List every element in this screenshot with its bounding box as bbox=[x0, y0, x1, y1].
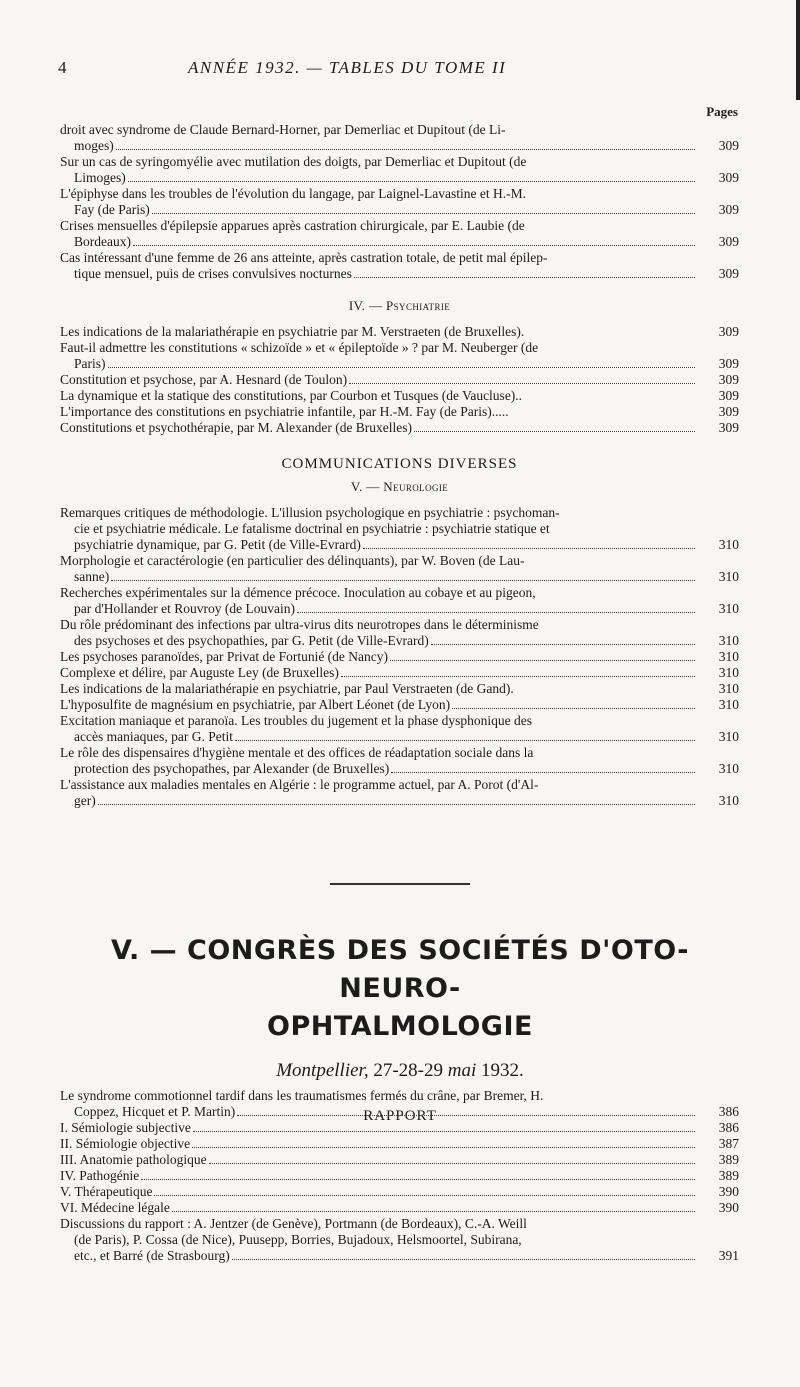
entries-psychiatrie bbox=[60, 324, 739, 436]
toc-entry-page: 309 bbox=[718, 372, 739, 387]
toc-entry-title: V. Thérapeutique bbox=[60, 1184, 153, 1199]
toc-entry bbox=[60, 324, 739, 340]
entries-rapport bbox=[60, 1088, 739, 1264]
congress-place: Montpellier, bbox=[276, 1060, 369, 1081]
toc-entry bbox=[60, 1168, 739, 1184]
section-divider bbox=[330, 883, 470, 885]
toc-entry-line: droit avec syndrome de Claude Bernard-Horner, par Demerliac et Dupitout (de Li- bbox=[60, 122, 506, 137]
toc-entry-page: 387 bbox=[718, 1136, 739, 1151]
toc-entry-page: 309 bbox=[718, 420, 739, 435]
toc-entry-title: III. Anatomie pathologique bbox=[60, 1152, 207, 1167]
toc-entry-title: Bordeaux) bbox=[74, 234, 131, 249]
toc-entry-line: Le syndrome commotionnel tardif dans les traumatismes fermés du crâne, par Bremer, H. bbox=[60, 1088, 544, 1103]
dot-leader bbox=[152, 213, 695, 214]
entries-neurologie bbox=[60, 505, 739, 809]
scan-edge bbox=[796, 0, 800, 100]
dot-leader bbox=[452, 708, 695, 709]
toc-entry-title: IV. Pathogénie bbox=[60, 1168, 140, 1183]
toc-entry-title: Paris) bbox=[74, 356, 106, 371]
rapport-entries bbox=[60, 1088, 739, 1264]
dot-leader bbox=[391, 772, 695, 773]
dot-leader bbox=[111, 580, 695, 581]
toc-entry-page: 310 bbox=[718, 681, 739, 696]
dot-leader bbox=[237, 1115, 695, 1116]
dot-leader bbox=[193, 1131, 695, 1132]
toc-entry-line: Excitation maniaque et paranoïa. Les troubles du jugement et la phase dysphonique des bbox=[60, 713, 532, 728]
dot-leader bbox=[235, 740, 695, 741]
toc-entry-title: L'importance des constitutions en psychiatrie infantile, par H.-M. Fay (de Paris)..... bbox=[60, 404, 509, 419]
page-header bbox=[58, 58, 738, 119]
communications-heading: COMMUNICATIONS DIVERSES bbox=[281, 456, 518, 472]
toc-entry bbox=[60, 218, 739, 250]
toc-entry-line: L'épiphyse dans les troubles de l'évolution du langage, par Laignel-Lavastine et H.-M. bbox=[60, 186, 526, 201]
toc-entry bbox=[60, 388, 739, 404]
toc-entry-page: 309 bbox=[718, 170, 739, 185]
toc-entry-title: L'hyposulfite de magnésium en psychiatrie, par Albert Léonet (de Lyon) bbox=[60, 697, 451, 712]
toc-entry-title: Les indications de la malariathérapie en psychiatrie par M. Verstraeten (de Bruxelles). bbox=[60, 324, 525, 339]
toc-entry-title: VI. Médecine légale bbox=[60, 1200, 170, 1215]
toc-entry bbox=[60, 585, 739, 617]
toc-entry bbox=[60, 1152, 739, 1168]
dot-leader bbox=[192, 1147, 695, 1148]
toc-entry-page: 310 bbox=[718, 793, 739, 808]
pages-column-label: Pages bbox=[706, 104, 738, 119]
dot-leader bbox=[108, 367, 696, 368]
toc-entry-page: 310 bbox=[718, 649, 739, 664]
toc-entry-line: Morphologie et caractérologie (en particulier des délinquants), par W. Boven (de Lau- bbox=[60, 553, 525, 568]
dot-leader bbox=[390, 660, 695, 661]
toc-entry-page: 389 bbox=[718, 1168, 739, 1183]
toc-entry bbox=[60, 1088, 739, 1120]
dot-leader bbox=[363, 548, 695, 549]
toc-entry-line: L'assistance aux maladies mentales en Algérie : le programme actuel, par A. Porot (d'Al- bbox=[60, 777, 539, 792]
toc-entry-page: 309 bbox=[718, 266, 739, 281]
congress-title-line2: OPHTALMOLOGIE bbox=[267, 1011, 533, 1042]
toc-entry bbox=[60, 713, 739, 745]
toc-entry bbox=[60, 1120, 739, 1136]
toc-entry-page: 309 bbox=[718, 404, 739, 419]
toc-entry bbox=[60, 665, 739, 681]
toc-entry-page: 309 bbox=[718, 324, 739, 339]
toc-entry-line: Cas intéressant d'une femme de 26 ans atteinte, après castration totale, de petit mal épilep- bbox=[60, 250, 548, 265]
toc-entry-title: etc., et Barré (de Strasbourg) bbox=[74, 1248, 230, 1263]
toc-entry-page: 309 bbox=[718, 356, 739, 371]
toc-entry-title: protection des psychopathes, par Alexander (de Bruxelles) bbox=[74, 761, 390, 776]
toc-entry-page: 310 bbox=[718, 633, 739, 648]
toc-entry-line: Discussions du rapport : A. Jentzer (de Genève), Portmann (de Bordeaux), C.-A. Weill bbox=[60, 1216, 527, 1231]
toc-entry bbox=[60, 340, 739, 372]
toc-entry-title: La dynamique et la statique des constitutions, par Courbon et Tusques (de Vaucluse).. bbox=[60, 388, 523, 403]
toc-entry-line: Faut-il admettre les constitutions « schizoïde » et « épileptoïde » ? par M. Neuberger (de bbox=[60, 340, 539, 355]
dot-leader bbox=[297, 612, 695, 613]
toc-entry-line: Du rôle prédominant des infections par ultra-virus dits neurotropes dans le déterminisme bbox=[60, 617, 539, 632]
toc-entry-title: Fay (de Paris) bbox=[74, 202, 150, 217]
toc-entry bbox=[60, 154, 739, 186]
entries-neurology-continued bbox=[60, 122, 739, 282]
toc-entry-page: 310 bbox=[718, 761, 739, 776]
toc-entry-page: 310 bbox=[718, 537, 739, 552]
section-heading-psychiatrie: IV. — Psychiatrie bbox=[348, 298, 451, 313]
toc-entry bbox=[60, 697, 739, 713]
toc-entry bbox=[60, 649, 739, 665]
dot-leader bbox=[354, 277, 695, 278]
dot-leader bbox=[414, 431, 695, 432]
toc-entry-line: Le rôle des dispensaires d'hygiène mentale et des offices de réadaptation sociale dans la bbox=[60, 745, 534, 760]
toc-entry-page: 386 bbox=[718, 1120, 739, 1135]
toc-entry bbox=[60, 1216, 739, 1264]
toc-entry-page: 310 bbox=[718, 697, 739, 712]
toc-entry-title: II. Sémiologie objective bbox=[60, 1136, 191, 1151]
toc-entry-title: tique mensuel, puis de crises convulsives nocturnes bbox=[74, 266, 352, 281]
toc-entry-title: Coppez, Hicquet et P. Martin) bbox=[74, 1104, 236, 1119]
toc-content bbox=[60, 122, 739, 809]
dot-leader bbox=[172, 1211, 695, 1212]
toc-entry-title: Limoges) bbox=[74, 170, 126, 185]
congress-title bbox=[60, 932, 740, 1046]
toc-entry bbox=[60, 122, 739, 154]
dot-leader bbox=[141, 1179, 695, 1180]
toc-entry-page: 309 bbox=[718, 234, 739, 249]
congress-place-date bbox=[60, 1060, 740, 1082]
toc-entry-page: 386 bbox=[718, 1104, 739, 1119]
section-heading-neurologie: V. — Neurologie bbox=[350, 479, 449, 494]
dot-leader bbox=[341, 676, 695, 677]
toc-entry-page: 310 bbox=[718, 665, 739, 680]
toc-entry bbox=[60, 186, 739, 218]
toc-entry-page: 391 bbox=[718, 1248, 739, 1263]
toc-entry-line: cie et psychiatrie médicale. Le fatalisme doctrinal en psychiatrie : psychiatrie statique et bbox=[74, 521, 550, 536]
toc-entry-page: 390 bbox=[718, 1184, 739, 1199]
rapport-heading: RAPPORT bbox=[363, 1108, 437, 1124]
dot-leader bbox=[116, 149, 695, 150]
toc-entry bbox=[60, 372, 739, 388]
toc-entry bbox=[60, 420, 739, 436]
toc-entry-title: moges) bbox=[74, 138, 114, 153]
congress-month: mai bbox=[447, 1060, 477, 1081]
toc-entry-title: Les indications de la malariathérapie en psychiatrie, par Paul Verstraeten (de Gand). bbox=[60, 681, 514, 696]
dot-leader bbox=[128, 181, 695, 182]
toc-entry bbox=[60, 553, 739, 585]
toc-entry-page: 310 bbox=[718, 729, 739, 744]
dot-leader bbox=[133, 245, 695, 246]
toc-entry-title: sanne) bbox=[74, 569, 110, 584]
toc-entry bbox=[60, 505, 739, 553]
toc-entry-title: des psychoses et des psychopathies, par G. Petit (de Ville-Evrard) bbox=[74, 633, 429, 648]
toc-entry bbox=[60, 617, 739, 649]
toc-entry-line: Crises mensuelles d'épilepsie apparues après castration chirurgicale, par E. Laubie (de bbox=[60, 218, 525, 233]
dot-leader bbox=[431, 644, 695, 645]
congress-year: 1932. bbox=[481, 1060, 524, 1081]
toc-entry-title: Constitution et psychose, par A. Hesnard (de Toulon) bbox=[60, 372, 348, 387]
toc-entry bbox=[60, 250, 739, 282]
toc-entry-title: par d'Hollander et Rouvroy (de Louvain) bbox=[74, 601, 295, 616]
toc-entry-line: Recherches expérimentales sur la démence précoce. Inoculation au cobaye et au pigeon, bbox=[60, 585, 536, 600]
dot-leader bbox=[349, 383, 695, 384]
toc-entry-page: 309 bbox=[718, 202, 739, 217]
dot-leader bbox=[232, 1259, 695, 1260]
page-number: 4 bbox=[58, 58, 67, 77]
toc-entry-page: 389 bbox=[718, 1152, 739, 1167]
toc-entry-line: Remarques critiques de méthodologie. L'illusion psychologique en psychiatrie : psychoman- bbox=[60, 505, 560, 520]
toc-entry-line: (de Paris), P. Cossa (de Nice), Puusepp, Borries, Bujadoux, Helsmoortel, Subirana, bbox=[74, 1232, 522, 1247]
toc-entry-title: I. Sémiologie subjective bbox=[60, 1120, 191, 1135]
toc-entry-title: ger) bbox=[74, 793, 96, 808]
running-title: ANNÉE 1932. — TABLES DU TOME II bbox=[188, 58, 507, 77]
toc-entry-line: Sur un cas de syringomyélie avec mutilation des doigts, par Demerliac et Dupitout (de bbox=[60, 154, 527, 169]
toc-entry bbox=[60, 681, 739, 697]
toc-entry-title: psychiatrie dynamique, par G. Petit (de Ville-Evrard) bbox=[74, 537, 361, 552]
toc-entry bbox=[60, 777, 739, 809]
toc-entry-title: Complexe et délire, par Auguste Ley (de Bruxelles) bbox=[60, 665, 339, 680]
toc-entry-title: Constitutions et psychothérapie, par M. Alexander (de Bruxelles) bbox=[60, 420, 413, 435]
toc-entry-page: 309 bbox=[718, 388, 739, 403]
toc-entry bbox=[60, 745, 739, 777]
toc-entry-title: Les psychoses paranoïdes, par Privat de Fortunié (de Nancy) bbox=[60, 649, 389, 664]
congress-title-line1: V. — CONGRÈS DES SOCIÉTÉS D'OTO-NEURO- bbox=[111, 935, 689, 1004]
dot-leader bbox=[154, 1195, 695, 1196]
congress-dates: 27-28-29 bbox=[373, 1060, 443, 1081]
toc-entry-page: 390 bbox=[718, 1200, 739, 1215]
toc-entry bbox=[60, 1184, 739, 1200]
toc-entry-page: 310 bbox=[718, 601, 739, 616]
dot-leader bbox=[209, 1163, 695, 1164]
toc-entry bbox=[60, 1136, 739, 1152]
toc-entry-title: accès maniaques, par G. Petit bbox=[74, 729, 233, 744]
dot-leader bbox=[98, 804, 695, 805]
toc-entry bbox=[60, 404, 739, 420]
toc-entry bbox=[60, 1200, 739, 1216]
toc-entry-page: 310 bbox=[718, 569, 739, 584]
toc-entry-page: 309 bbox=[718, 138, 739, 153]
